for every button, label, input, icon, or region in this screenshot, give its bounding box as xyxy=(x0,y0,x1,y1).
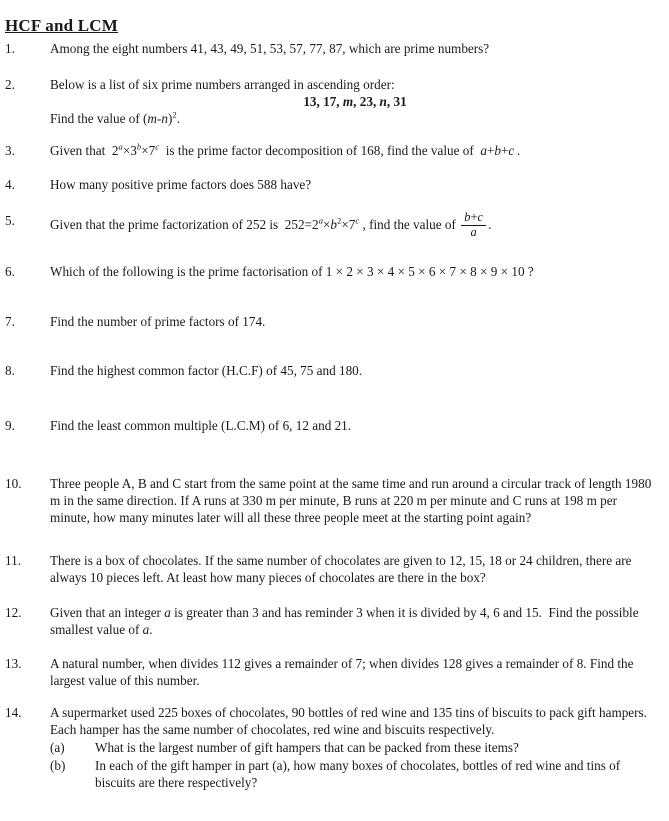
question-1-number: 1. xyxy=(5,41,15,56)
question-3 xyxy=(5,142,660,159)
question-2-body xyxy=(50,76,660,127)
question-8 xyxy=(5,362,660,379)
question-7 xyxy=(5,313,660,330)
question-2-text-line3: Find the value of $(m-n)^2$. xyxy=(50,109,181,126)
question-1 xyxy=(5,40,660,57)
question-6-text: Which of the following is the prime factorisation of 1 × 2 × 3 × 4 × 5 × 6 × 7 × 8 × 9 × 10 ? xyxy=(50,264,534,279)
question-6 xyxy=(5,263,660,280)
question-13 xyxy=(5,655,660,689)
subitem-a-label: (a) xyxy=(50,740,65,755)
question-12-body xyxy=(50,604,660,638)
question-3-body xyxy=(50,142,660,159)
question-14-subitem-b xyxy=(50,757,660,791)
question-3-text: Given that $2^a\times 3^b\times 7^c$ is the prime factor decomposition of 168, find the value of a+b+c . xyxy=(50,141,521,158)
question-10-number: 10. xyxy=(5,476,22,491)
subitem-b-label: (b) xyxy=(50,758,66,773)
question-8-body xyxy=(50,362,660,379)
question-14-subitem-a xyxy=(50,739,660,756)
question-12-text: Given that an integer a is greater than 3 and has reminder 3 when it is divided by 4, 6 and 15. Find the possible smallest value of a. xyxy=(50,605,639,637)
question-13-number: 13. xyxy=(5,656,22,671)
question-7-text: Find the number of prime factors of 174. xyxy=(50,314,266,329)
question-2-sequence: 13, 17, m, 23, n, 31 xyxy=(303,94,407,109)
question-14-number: 14. xyxy=(5,705,22,720)
question-11 xyxy=(5,552,660,586)
question-5-text: Given that the prime factorization of 252 is $252=2^a\times b^2\times 7^c$ , find the value of $\frac{b+c}{a}$ . xyxy=(50,210,492,239)
question-4-text: How many positive prime factors does 588 have? xyxy=(50,177,312,192)
question-8-text: Find the highest common factor (H.C.F) of 45, 75 and 180. xyxy=(50,363,363,378)
question-14-text: A supermarket used 225 boxes of chocolates, 90 bottles of red wine and 135 tins of biscuits to pack gift hampers. Each hamper has the same number of chocolates, red wine and biscuits respectively. xyxy=(50,705,647,737)
question-10 xyxy=(5,475,660,526)
fraction-numerator: b+c xyxy=(461,211,486,226)
question-9-number: 9. xyxy=(5,418,15,433)
question-4-body xyxy=(50,176,660,193)
question-10-text: Three people A, B and C start from the same point at the same time and run around a circular track of length 1980 m in the same direction. If A runs at 330 m per minute, B runs at 220 m per minute and C runs at 198 m per minute, how many minutes later will all these three people meet at the starting point again? xyxy=(50,476,652,525)
question-5-body xyxy=(50,212,660,240)
question-1-text: Among the eight numbers 41, 43, 49, 51, 53, 57, 77, 87, which are prime numbers? xyxy=(50,41,490,56)
question-14 xyxy=(5,704,660,791)
question-12-number: 12. xyxy=(5,605,22,620)
question-5-number: 5. xyxy=(5,213,15,228)
subitem-a-text: What is the largest number of gift hampers that can be packed from these items? xyxy=(95,740,519,755)
question-14-body xyxy=(50,704,660,791)
question-5 xyxy=(5,212,660,240)
question-9-text: Find the least common multiple (L.C.M) of 6, 12 and 21. xyxy=(50,418,352,433)
question-2-text-line1: Below is a list of six prime numbers arranged in ascending order: xyxy=(50,77,395,92)
question-9-body xyxy=(50,417,660,434)
page-title: HCF and LCM xyxy=(5,16,119,35)
question-12 xyxy=(5,604,660,638)
question-9 xyxy=(5,417,660,434)
question-6-number: 6. xyxy=(5,264,15,279)
question-7-body xyxy=(50,313,660,330)
subitem-b-text: In each of the gift hamper in part (a), how many boxes of chocolates, bottles of red wine and tins of biscuits are there respectively? xyxy=(95,758,621,790)
question-11-body xyxy=(50,552,660,586)
question-13-text: A natural number, when divides 112 gives a remainder of 7; when divides 128 gives a remainder of 8. Find the largest value of this number. xyxy=(50,656,634,688)
question-2 xyxy=(5,76,660,127)
question-4-number: 4. xyxy=(5,177,15,192)
fraction-denominator: a xyxy=(470,224,477,239)
question-11-text: There is a box of chocolates. If the same number of chocolates are given to 12, 15, 18 or 24 children, there are always 10 pieces left. At least how many pieces of chocolates are there in the box? xyxy=(50,553,632,585)
question-2-number: 2. xyxy=(5,77,15,92)
question-11-number: 11. xyxy=(5,553,21,568)
question-10-body xyxy=(50,475,660,526)
question-13-body xyxy=(50,655,660,689)
fraction-b-plus-c-over-a xyxy=(461,211,486,239)
question-4 xyxy=(5,176,660,193)
question-6-body xyxy=(50,263,660,280)
question-7-number: 7. xyxy=(5,314,15,329)
question-8-number: 8. xyxy=(5,363,15,378)
question-1-body xyxy=(50,40,660,57)
question-3-number: 3. xyxy=(5,143,15,158)
